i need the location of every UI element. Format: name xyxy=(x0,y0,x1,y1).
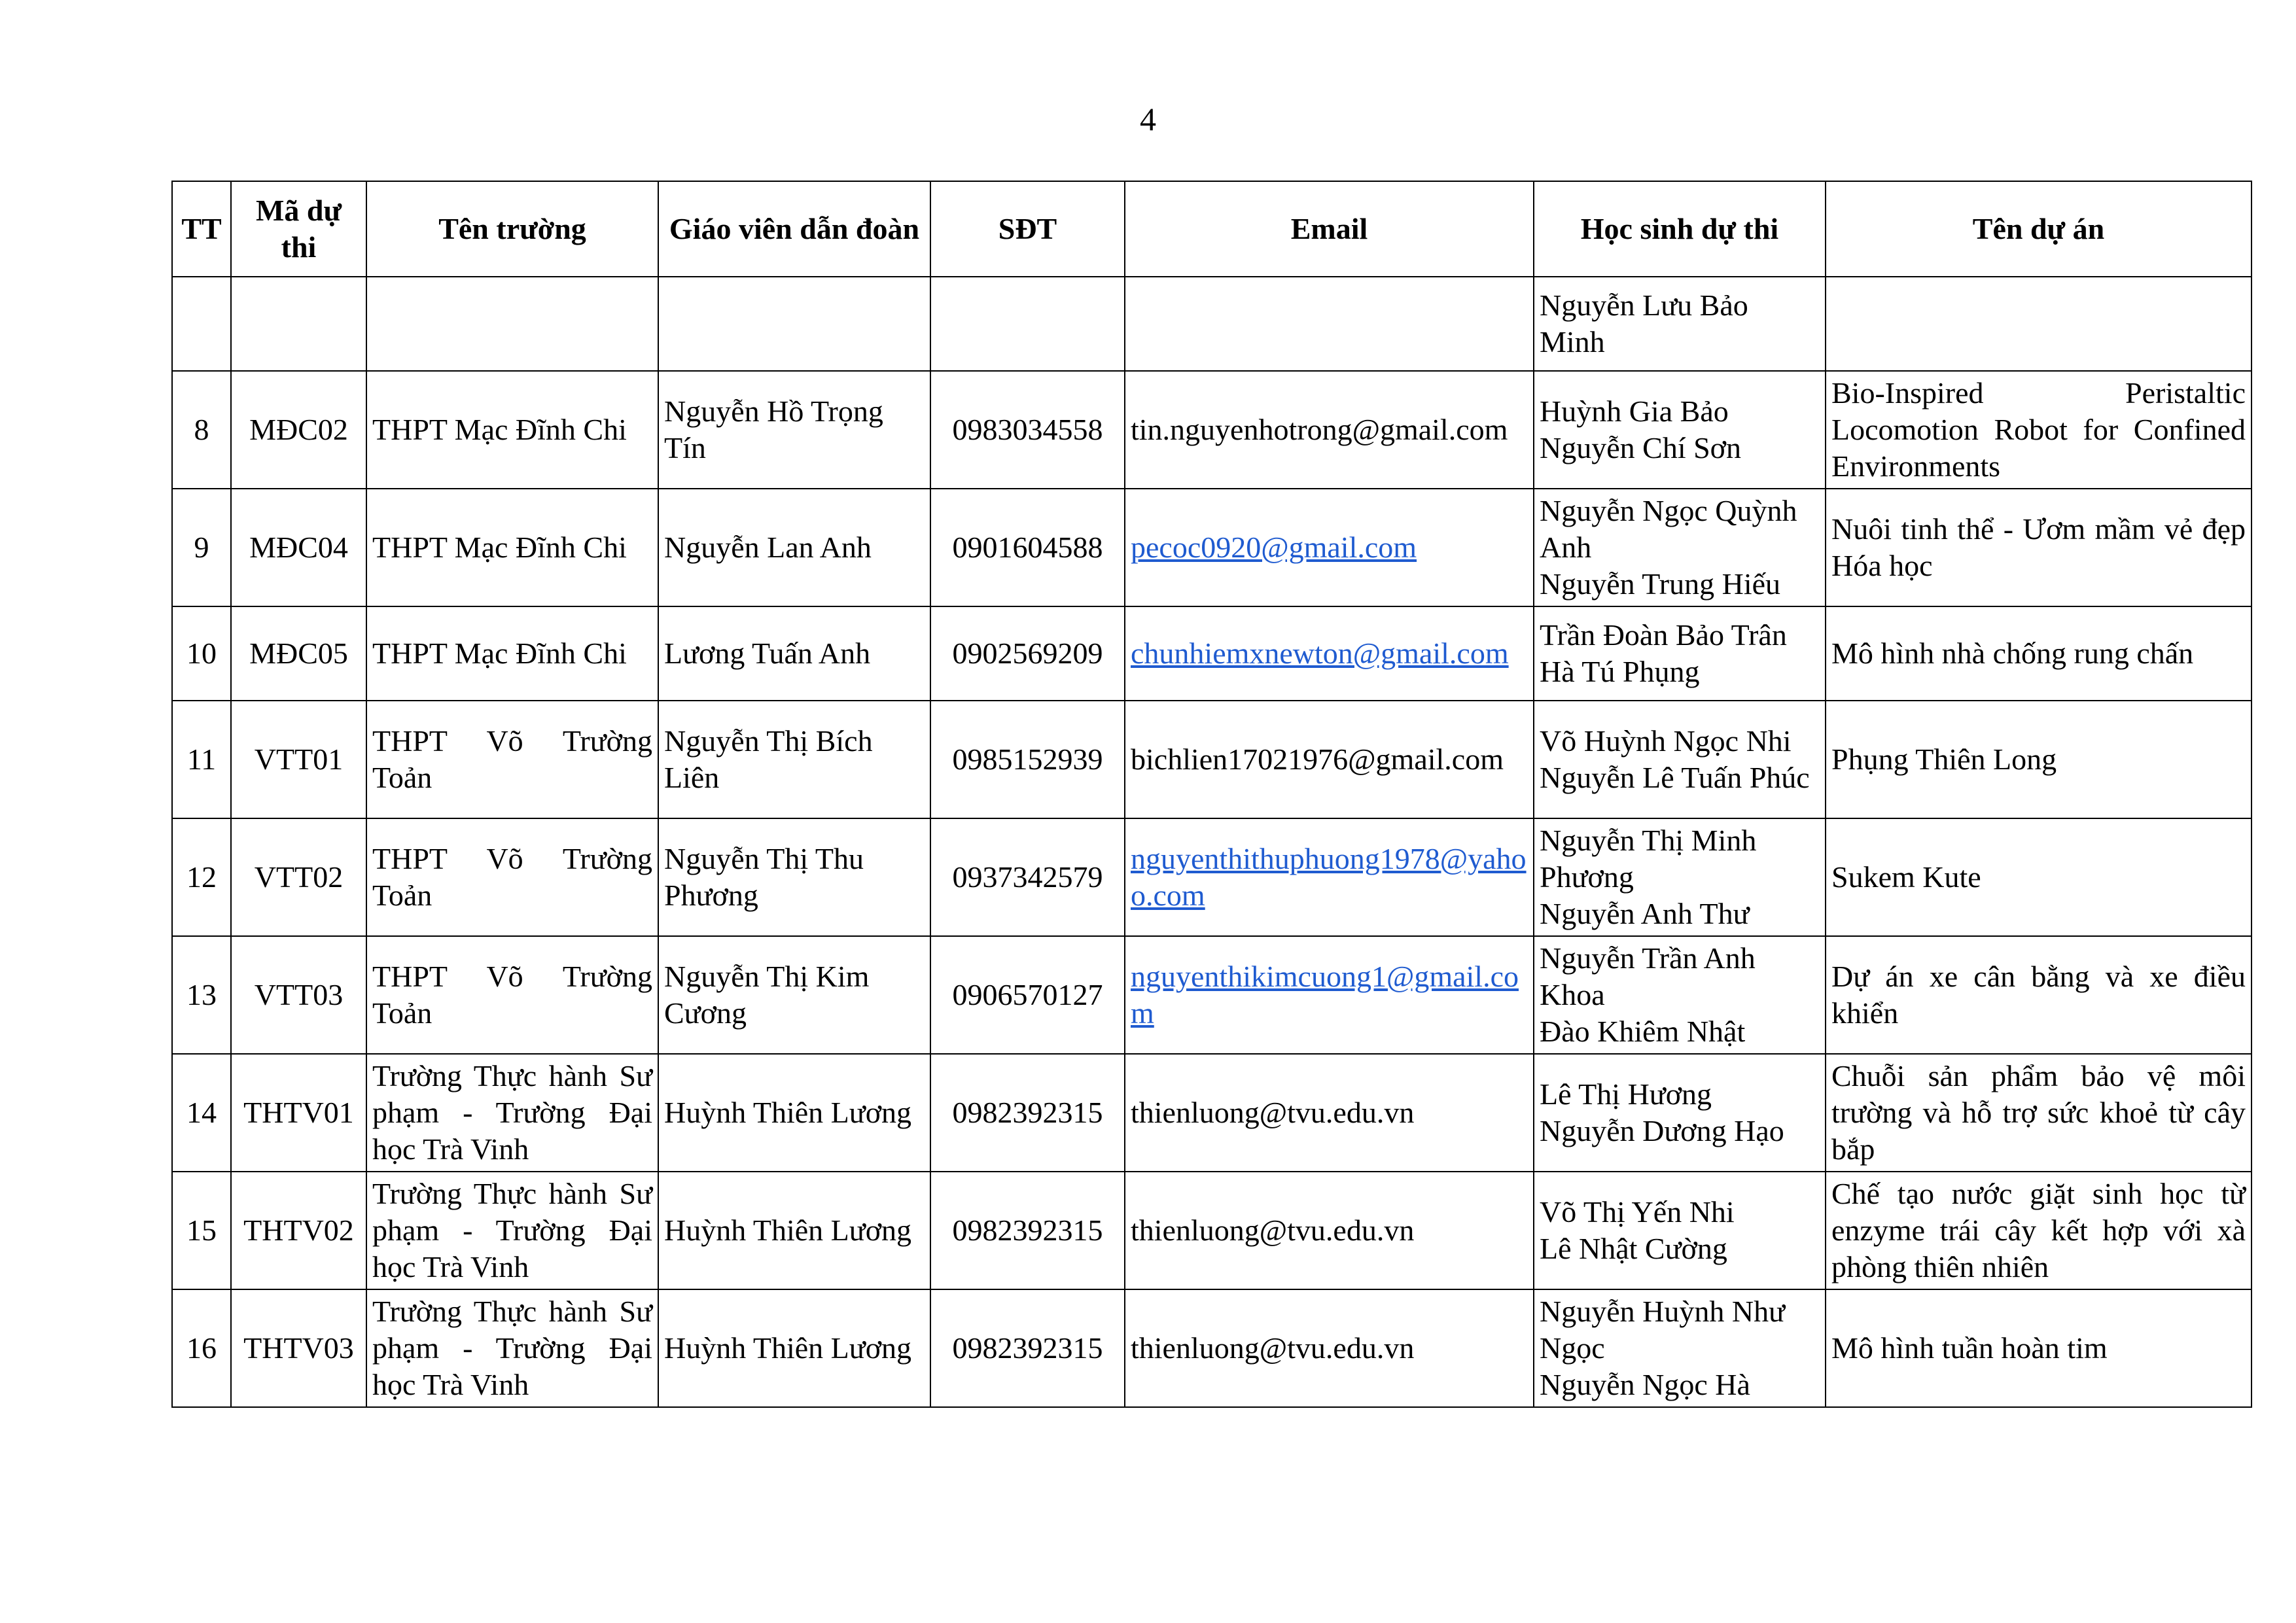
cell-teacher: Huỳnh Thiên Lương xyxy=(658,1289,930,1407)
cell-students xyxy=(1534,489,1826,606)
cell-project: Mô hình tuần hoàn tim xyxy=(1826,1289,2252,1407)
cell-students xyxy=(1534,606,1826,701)
cell-code xyxy=(231,277,366,371)
email-link[interactable]: nguyenthikimcuong1@gmail.com xyxy=(1131,960,1519,1030)
cell-students xyxy=(1534,371,1826,489)
table-row xyxy=(172,936,2252,1054)
cell-teacher xyxy=(658,277,930,371)
table-row xyxy=(172,1172,2252,1289)
cell-email: bichlien17021976@gmail.com xyxy=(1125,701,1534,818)
cell-teacher: Nguyễn Thị Thu Phương xyxy=(658,818,930,936)
table-row xyxy=(172,701,2252,818)
cell-phone: 0983034558 xyxy=(930,371,1125,489)
cell-code: MĐC04 xyxy=(231,489,366,606)
header-students: Học sinh dự thi xyxy=(1534,181,1826,277)
header-email: Email xyxy=(1125,181,1534,277)
student-name: Võ Huỳnh Ngọc Nhi xyxy=(1540,724,1792,758)
student-name: Võ Thị Yến Nhi xyxy=(1540,1195,1735,1229)
cell-phone xyxy=(930,277,1125,371)
cell-phone: 0982392315 xyxy=(930,1054,1125,1172)
cell-project: Mô hình nhà chống rung chấn xyxy=(1826,606,2252,701)
cell-students xyxy=(1534,1289,1826,1407)
cell-project xyxy=(1826,277,2252,371)
student-name: Nguyễn Trung Hiếu xyxy=(1540,567,1781,601)
cell-code: VTT03 xyxy=(231,936,366,1054)
cell-school: THPT Mạc Đĩnh Chi xyxy=(366,606,658,701)
cell-code: THTV03 xyxy=(231,1289,366,1407)
table-row xyxy=(172,371,2252,489)
student-name: Nguyễn Chí Sơn xyxy=(1540,431,1742,464)
header-school: Tên trường xyxy=(366,181,658,277)
cell-teacher: Nguyễn Thị Bích Liên xyxy=(658,701,930,818)
cell-email: thienluong@tvu.edu.vn xyxy=(1125,1054,1534,1172)
email-link[interactable]: pecoc0920@gmail.com xyxy=(1131,531,1417,564)
cell-phone: 0906570127 xyxy=(930,936,1125,1054)
cell-email: tin.nguyenhotrong@gmail.com xyxy=(1125,371,1534,489)
cell-students xyxy=(1534,818,1826,936)
page-number: 4 xyxy=(1140,101,1156,137)
table-row xyxy=(172,818,2252,936)
cell-school: THPT Mạc Đĩnh Chi xyxy=(366,489,658,606)
cell-email xyxy=(1125,936,1534,1054)
student-name: Nguyễn Lê Tuấn Phúc xyxy=(1540,761,1810,794)
cell-email xyxy=(1125,489,1534,606)
cell-code: VTT02 xyxy=(231,818,366,936)
student-name: Nguyễn Lưu Bảo Minh xyxy=(1540,288,1748,358)
cell-code: MĐC02 xyxy=(231,371,366,489)
student-name: Nguyễn Anh Thư xyxy=(1540,897,1750,930)
email-link[interactable]: chunhiemxnewton@gmail.com xyxy=(1131,637,1509,670)
header-row xyxy=(172,181,2252,277)
cell-email: thienluong@tvu.edu.vn xyxy=(1125,1289,1534,1407)
cell-project: Nuôi tinh thể - Ươm mầm vẻ đẹp Hóa học xyxy=(1826,489,2252,606)
student-name: Nguyễn Thị Minh Phương xyxy=(1540,824,1757,894)
cell-students xyxy=(1534,701,1826,818)
cell-phone: 0901604588 xyxy=(930,489,1125,606)
cell-school: THPT Mạc Đĩnh Chi xyxy=(366,371,658,489)
cell-teacher: Nguyễn Lan Anh xyxy=(658,489,930,606)
cell-teacher: Nguyễn Thị Kim Cương xyxy=(658,936,930,1054)
cell-tt: 10 xyxy=(172,606,231,701)
header-project: Tên dự án xyxy=(1826,181,2252,277)
cell-students xyxy=(1534,936,1826,1054)
cell-phone: 0982392315 xyxy=(930,1172,1125,1289)
cell-phone: 0902569209 xyxy=(930,606,1125,701)
student-name: Nguyễn Dương Hạo xyxy=(1540,1114,1784,1147)
table-row xyxy=(172,277,2252,371)
cell-teacher: Huỳnh Thiên Lương xyxy=(658,1054,930,1172)
student-name: Trần Đoàn Bảo Trân xyxy=(1540,618,1787,652)
header-code: Mã dự thi xyxy=(231,181,366,277)
cell-school: THPT Võ Trường Toản xyxy=(366,936,658,1054)
cell-tt: 11 xyxy=(172,701,231,818)
cell-project: Dự án xe cân bằng và xe điều khiển xyxy=(1826,936,2252,1054)
cell-phone: 0982392315 xyxy=(930,1289,1125,1407)
cell-code: VTT01 xyxy=(231,701,366,818)
header-phone: SĐT xyxy=(930,181,1125,277)
cell-project: Chuỗi sản phẩm bảo vệ môi trường và hỗ trợ sức khoẻ từ cây bắp xyxy=(1826,1054,2252,1172)
cell-school: Trường Thực hành Sư phạm - Trường Đại học Trà Vinh xyxy=(366,1054,658,1172)
cell-teacher: Huỳnh Thiên Lương xyxy=(658,1172,930,1289)
table-row xyxy=(172,1289,2252,1407)
student-name: Nguyễn Trần Anh Khoa xyxy=(1540,941,1756,1011)
cell-students xyxy=(1534,1054,1826,1172)
student-name: Hà Tú Phụng xyxy=(1540,655,1700,688)
cell-tt: 8 xyxy=(172,371,231,489)
cell-phone: 0985152939 xyxy=(930,701,1125,818)
cell-tt: 15 xyxy=(172,1172,231,1289)
student-name: Huỳnh Gia Bảo xyxy=(1540,394,1729,428)
header-teacher: Giáo viên dẫn đoàn xyxy=(658,181,930,277)
email-link[interactable]: nguyenthithuphuong1978@yahoo.com xyxy=(1131,842,1527,912)
table-row xyxy=(172,606,2252,701)
cell-school: THPT Võ Trường Toản xyxy=(366,701,658,818)
student-name: Lê Thị Hương xyxy=(1540,1077,1712,1111)
cell-tt: 13 xyxy=(172,936,231,1054)
cell-tt: 12 xyxy=(172,818,231,936)
table-row xyxy=(172,1054,2252,1172)
cell-email xyxy=(1125,818,1534,936)
cell-school: Trường Thực hành Sư phạm - Trường Đại học Trà Vinh xyxy=(366,1172,658,1289)
cell-email: thienluong@tvu.edu.vn xyxy=(1125,1172,1534,1289)
student-name: Nguyễn Ngọc Hà xyxy=(1540,1368,1750,1401)
cell-code: THTV02 xyxy=(231,1172,366,1289)
cell-project: Bio-Inspired Peristaltic Locomotion Robot for Confined Environments xyxy=(1826,371,2252,489)
cell-school: Trường Thực hành Sư phạm - Trường Đại học Trà Vinh xyxy=(366,1289,658,1407)
cell-school xyxy=(366,277,658,371)
cell-phone: 0937342579 xyxy=(930,818,1125,936)
cell-students xyxy=(1534,1172,1826,1289)
cell-tt xyxy=(172,277,231,371)
cell-teacher: Lương Tuấn Anh xyxy=(658,606,930,701)
student-name: Đào Khiêm Nhật xyxy=(1540,1015,1746,1048)
cell-project: Phụng Thiên Long xyxy=(1826,701,2252,818)
cell-code: THTV01 xyxy=(231,1054,366,1172)
table-row xyxy=(172,489,2252,606)
student-name: Nguyễn Huỳnh Như Ngọc xyxy=(1540,1295,1786,1365)
cell-students xyxy=(1534,277,1826,371)
cell-project: Chế tạo nước giặt sinh học từ enzyme trái cây kết hợp với xà phòng thiên nhiên xyxy=(1826,1172,2252,1289)
cell-email xyxy=(1125,606,1534,701)
student-name: Nguyễn Ngọc Quỳnh Anh xyxy=(1540,494,1797,564)
cell-project: Sukem Kute xyxy=(1826,818,2252,936)
cell-teacher: Nguyễn Hồ Trọng Tín xyxy=(658,371,930,489)
cell-tt: 16 xyxy=(172,1289,231,1407)
cell-code: MĐC05 xyxy=(231,606,366,701)
student-name: Lê Nhật Cường xyxy=(1540,1232,1727,1265)
cell-school: THPT Võ Trường Toản xyxy=(366,818,658,936)
cell-tt: 9 xyxy=(172,489,231,606)
contestants-table xyxy=(171,181,2252,1408)
cell-tt: 14 xyxy=(172,1054,231,1172)
header-tt: TT xyxy=(172,181,231,277)
cell-email xyxy=(1125,277,1534,371)
